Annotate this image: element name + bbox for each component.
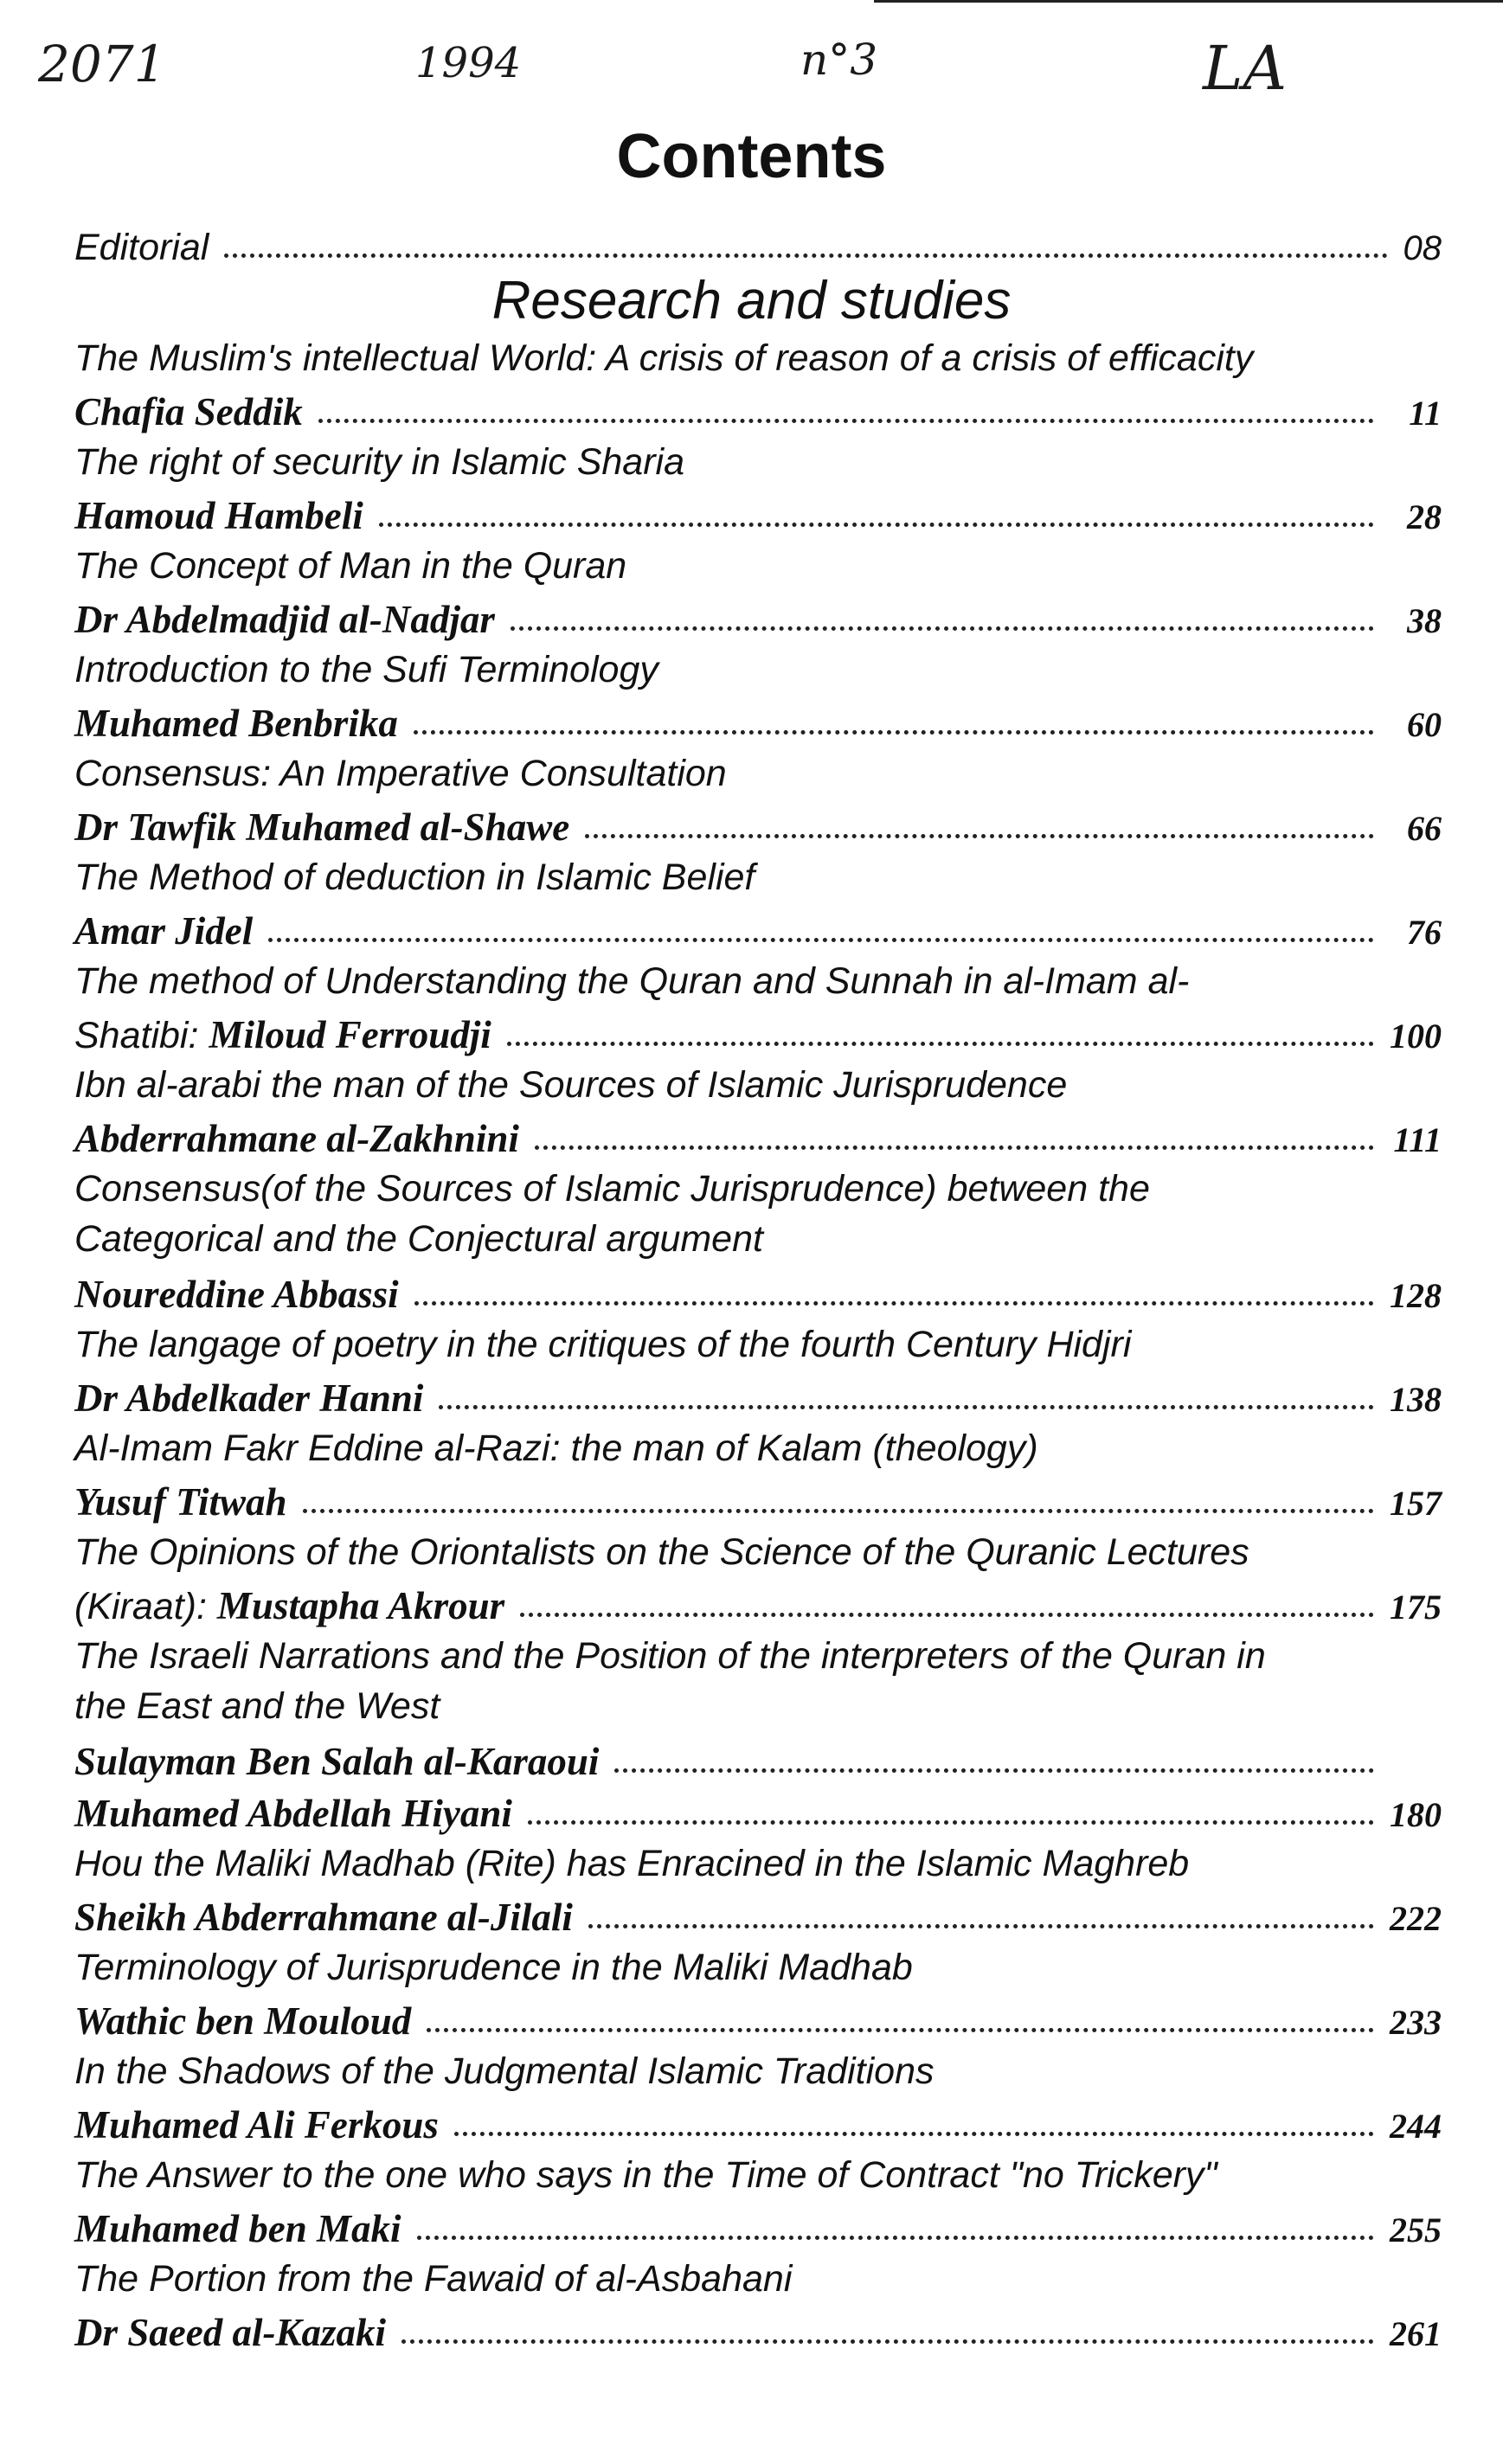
dot-leader [379, 523, 1374, 527]
entry-page: 111 [1393, 1120, 1442, 1159]
entry-author-line [74, 1999, 1442, 2047]
entry-author: Dr Tawfik Muhamed al-Shawe [74, 805, 570, 849]
page-title: Contents [616, 122, 887, 191]
entry-author-line [74, 1583, 1442, 1632]
handwritten-initials: LA [1203, 33, 1288, 104]
dot-leader [507, 1042, 1374, 1046]
entry-page: 157 [1390, 1484, 1442, 1523]
dot-leader [268, 938, 1374, 942]
entry-title: Al-Imam Fakr Eddine al-Razi: the man of Kalam (theology) [74, 1428, 1038, 1469]
entry-author-line [74, 1479, 1442, 1528]
handwritten-code: 2071 [38, 35, 166, 93]
dot-leader [318, 419, 1374, 423]
entry-author-line [74, 1376, 1442, 1424]
section-heading: Research and studies [491, 271, 1012, 330]
entry-title: The Opinions of the Oriontalists on the Science of the Quranic Lectures [74, 1531, 1249, 1573]
entry-author: Chafia Seddik [74, 390, 303, 433]
entry-title: In the Shadows of the Judgmental Islamic Traditions [74, 2050, 935, 2092]
scan-top-border [874, 0, 1503, 3]
dot-leader [401, 2339, 1374, 2344]
entry-author-line [74, 2206, 1442, 2255]
entry-author-line [74, 701, 1442, 749]
entry-author-line [74, 1012, 1442, 1061]
entry-author: Amar Jidel [74, 909, 254, 953]
handwritten-issue: n°3 [800, 35, 878, 85]
entry-author: Muhamed Ali Ferkous [74, 2103, 439, 2146]
entry-page: 100 [1390, 1017, 1442, 1056]
entry-author: Wathic ben Mouloud [74, 1999, 412, 2043]
entry-title: Hou the Maliki Madhab (Rite) has Enracined in the Islamic Maghreb [74, 1843, 1190, 1884]
entry-author: Muhamed Benbrika [74, 702, 398, 745]
entry-title: The Portion from the Fawaid of al-Asbahani [74, 2258, 793, 2300]
entry-author: Miloud Ferroudji [209, 1013, 491, 1056]
entry-author-line [74, 597, 1442, 645]
entry-author-line [74, 493, 1442, 542]
entry-title-continued: (Kiraat): [74, 1586, 207, 1627]
dot-leader [417, 2236, 1374, 2240]
entry-author-line [74, 2310, 1442, 2358]
dot-leader [414, 730, 1374, 735]
entry-page: 222 [1390, 1899, 1442, 1938]
entry-author: Noureddine Abbassi [74, 1273, 399, 1316]
entry-author: Sulayman Ben Salah al-Karaoui [74, 1740, 600, 1783]
entry-title: The Concept of Man in the Quran [74, 545, 627, 587]
editorial-label: Editorial [74, 227, 209, 268]
entry-author: Mustapha Akrour [216, 1584, 505, 1627]
dot-leader [535, 1145, 1374, 1150]
editorial-page: 08 [1403, 229, 1442, 267]
handwritten-year: 1994 [415, 39, 522, 87]
dot-leader [439, 1405, 1374, 1409]
entry-title: The Method of deduction in Islamic Belief [74, 857, 755, 898]
dot-leader [520, 1613, 1374, 1617]
toc-editorial [74, 227, 1442, 275]
entry-author: Dr Abdelmadjid al-Nadjar [74, 598, 495, 641]
entry-title: Terminology of Jurisprudence in the Maliki Madhab [74, 1947, 913, 1988]
dot-leader [427, 2028, 1374, 2032]
dot-leader [588, 1924, 1374, 1928]
entry-page: 233 [1390, 2003, 1442, 2042]
dot-leader [303, 1509, 1374, 1513]
entry-author: Muhamed Abdellah Hiyani [74, 1792, 512, 1835]
entry-author-line [74, 1739, 1442, 1787]
entry-author: Sheikh Abderrahmane al-Jilali [74, 1896, 573, 1939]
entry-title: Ibn al-arabi the man of the Sources of Islamic Jurisprudence [74, 1064, 1068, 1106]
dot-leader [585, 834, 1374, 838]
entry-title: The langage of poetry in the critiques of the fourth Century Hidjri [74, 1324, 1132, 1365]
entry-author: Yusuf Titwah [74, 1480, 287, 1524]
entry-title: The Answer to the one who says in the Time of Contract "no Trickery" [74, 2154, 1217, 2196]
entry-title: Consensus: An Imperative Consultation [74, 753, 727, 794]
entry-page: 255 [1390, 2211, 1442, 2249]
entry-title-cont: Categorical and the Conjectural argument [74, 1218, 763, 1260]
entry-author: Hamoud Hambeli [74, 494, 363, 537]
entry-page: 175 [1390, 1588, 1442, 1627]
entry-author-line [74, 805, 1442, 853]
entry-page: 244 [1390, 2107, 1442, 2146]
entry-title: The Israeli Narrations and the Position of the interpreters of the Quran in [74, 1635, 1266, 1677]
entry-page: 76 [1407, 913, 1442, 952]
entry-title: The Muslim's intellectual World: A crisis of reason of a crisis of efficacity [74, 337, 1254, 379]
entry-page: 138 [1390, 1380, 1442, 1419]
entry-title: Consensus(of the Sources of Islamic Jurisprudence) between the [74, 1168, 1150, 1210]
dot-leader [528, 1820, 1374, 1825]
entry-title: Introduction to the Sufi Terminology [74, 649, 658, 690]
entry-title: The method of Understanding the Quran and Sunnah in al-Imam al- [74, 960, 1190, 1002]
entry-title: The right of security in Islamic Sharia [74, 441, 684, 483]
dot-leader [511, 626, 1374, 631]
entry-author-line [74, 1895, 1442, 1943]
entry-page: 11 [1409, 394, 1442, 433]
dot-leader [414, 1301, 1374, 1306]
entry-author-line [74, 1272, 1442, 1320]
entry-author-line [74, 389, 1442, 438]
entry-page: 180 [1390, 1795, 1442, 1834]
entry-author-line [74, 2102, 1442, 2151]
entry-author-line [74, 1791, 1442, 1839]
entry-author-line [74, 908, 1442, 957]
entry-title-continued: Shatibi: [74, 1015, 199, 1056]
entry-page: 28 [1407, 497, 1442, 536]
entry-author: Abderrahmane al-Zakhnini [74, 1117, 519, 1160]
entry-page: 60 [1407, 705, 1442, 744]
entry-author: Dr Abdelkader Hanni [74, 1376, 424, 1420]
dot-leader [454, 2132, 1374, 2136]
entry-page: 128 [1390, 1276, 1442, 1315]
entry-author-line [74, 1116, 1442, 1165]
entry-title-cont: the East and the West [74, 1685, 440, 1727]
entry-author: Muhamed ben Maki [74, 2207, 401, 2250]
entry-page: 261 [1390, 2314, 1442, 2353]
entry-page: 66 [1407, 809, 1442, 848]
dot-leader [224, 253, 1387, 258]
entry-page: 38 [1407, 601, 1442, 640]
entry-author: Dr Saeed al-Kazaki [74, 2311, 386, 2354]
dot-leader [614, 1768, 1374, 1773]
